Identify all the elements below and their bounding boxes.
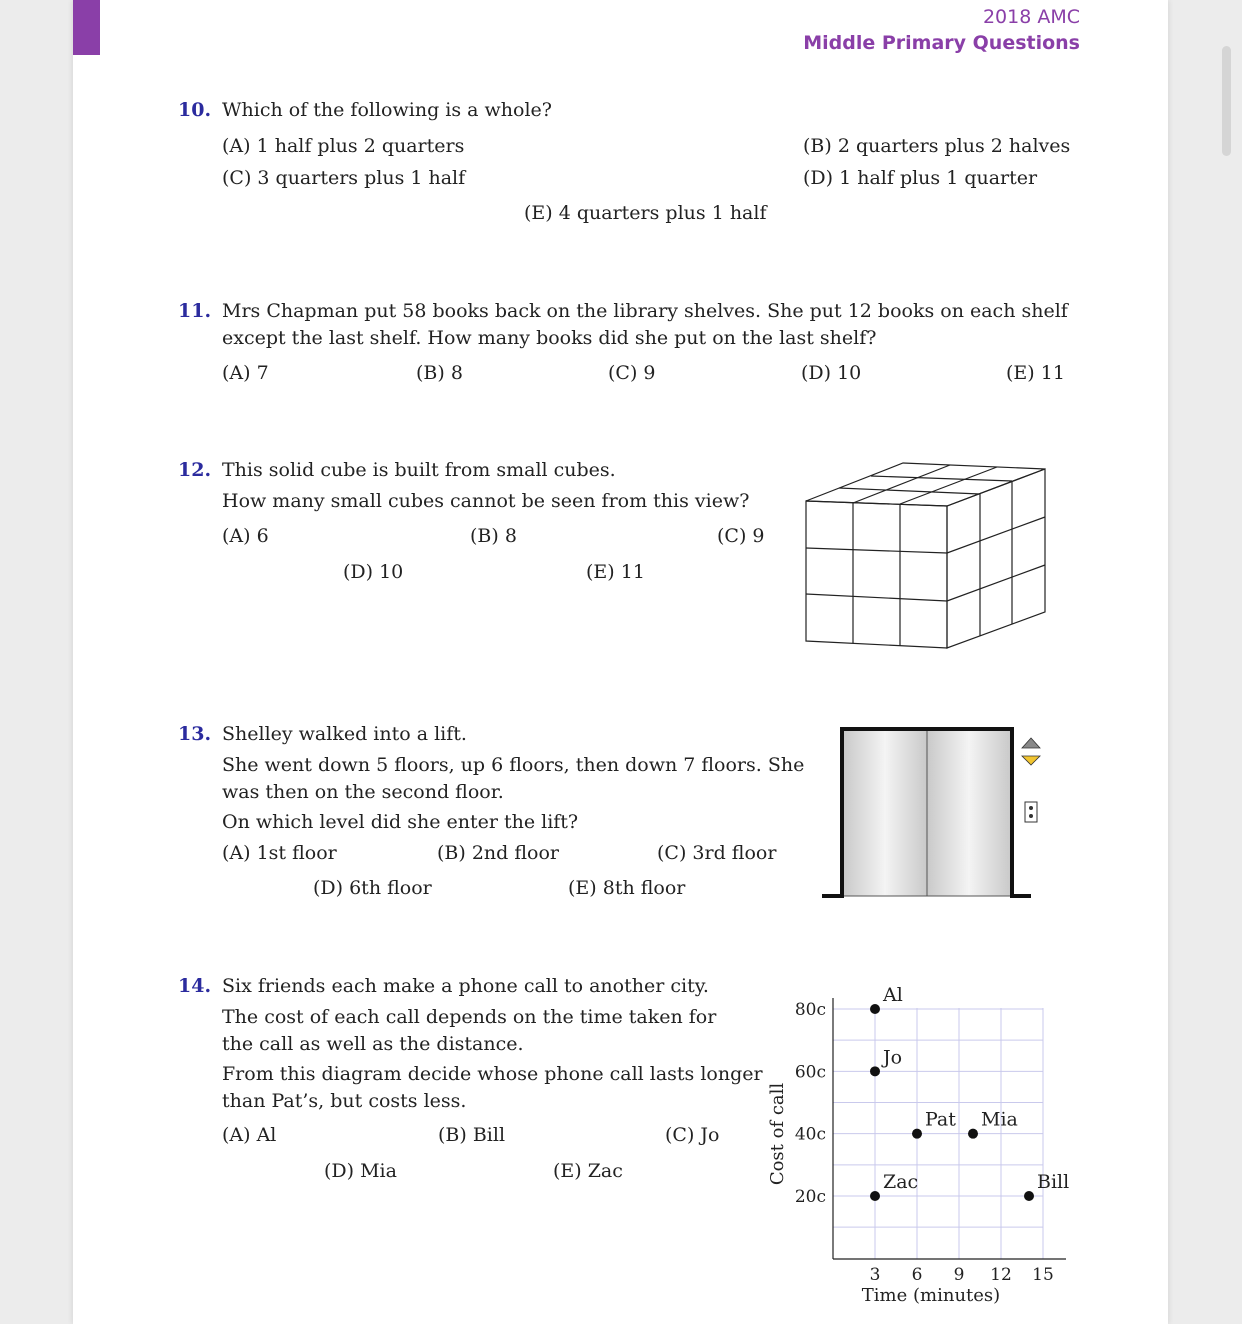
header-year: 2018 AMC <box>982 6 1080 28</box>
q14-option-e: (E) Zac <box>553 1160 623 1182</box>
x-tick-label: 3 <box>869 1265 881 1285</box>
q12-option-c: (C) 9 <box>717 525 765 547</box>
q11-option-a: (A) 7 <box>222 362 269 384</box>
data-point-label: Pat <box>925 1108 956 1131</box>
q11-number: 11. <box>178 300 212 322</box>
q14-option-b: (B) Bill <box>438 1124 506 1146</box>
q14-option-c: (C) Jo <box>665 1124 720 1146</box>
x-tick-label: 6 <box>911 1265 923 1285</box>
q12-stem-line2: How many small cubes cannot be seen from this view? <box>222 490 750 512</box>
y-axis-label: Cost of call <box>767 1082 788 1186</box>
data-point <box>1024 1191 1034 1201</box>
q11-option-d: (D) 10 <box>801 362 862 384</box>
data-point-label: Bill <box>1037 1171 1070 1193</box>
header-title: Middle Primary Questions <box>803 32 1080 54</box>
lift-door-right <box>927 730 1011 896</box>
x-tick-label: 12 <box>990 1265 1012 1285</box>
q10-option-c: (C) 3 quarters plus 1 half <box>222 167 466 189</box>
lift-down-arrow-icon <box>1022 756 1040 765</box>
lift-call-button-icon <box>1025 802 1037 822</box>
y-tick-label: 40c <box>794 1124 826 1145</box>
q11-option-e: (E) 11 <box>1006 362 1065 384</box>
q14-stem-line4: From this diagram decide whose phone call lasts longer <box>222 1063 763 1085</box>
x-axis-label: Time (minutes) <box>861 1285 1001 1306</box>
q14-stem-line1: Six friends each make a phone call to another city. <box>222 975 709 997</box>
q14-option-a: (A) Al <box>222 1124 277 1146</box>
y-tick-label: 60c <box>794 1062 826 1083</box>
q13-stem-line3: was then on the second floor. <box>222 781 504 803</box>
q10-option-b: (B) 2 quarters plus 2 halves <box>803 135 1071 157</box>
lift-diagram <box>815 722 1050 904</box>
q12-number: 12. <box>178 459 212 481</box>
data-point <box>870 1191 880 1201</box>
q13-option-e: (E) 8th floor <box>568 877 686 899</box>
q13-number: 13. <box>178 723 212 745</box>
data-point-label: Al <box>883 984 903 1006</box>
q13-option-b: (B) 2nd floor <box>437 842 559 864</box>
x-tick-label: 15 <box>1032 1265 1054 1285</box>
q14-stem-line3: the call as well as the distance. <box>222 1033 524 1055</box>
data-point-label: Zac <box>883 1171 919 1193</box>
phone-call-chart <box>760 980 1080 1310</box>
cube-diagram <box>800 458 1052 654</box>
y-tick-label: 20c <box>794 1187 826 1207</box>
q12-option-e: (E) 11 <box>586 561 645 583</box>
q14-stem-line2: The cost of each call depends on the time taken for <box>222 1006 717 1028</box>
q10-stem: Which of the following is a whole? <box>222 99 552 121</box>
q13-option-d: (D) 6th floor <box>313 877 432 899</box>
y-tick-label: 80c <box>794 1000 826 1020</box>
q10-option-e: (E) 4 quarters plus 1 half <box>524 202 767 224</box>
scrollbar-thumb[interactable] <box>1222 46 1231 156</box>
q10-number: 10. <box>178 99 212 121</box>
data-point <box>912 1129 922 1139</box>
q14-number: 14. <box>178 975 212 997</box>
q12-option-d: (D) 10 <box>343 561 404 583</box>
q13-option-c: (C) 3rd floor <box>657 842 777 864</box>
x-tick-label: 9 <box>953 1265 965 1285</box>
lift-up-arrow-icon <box>1022 738 1040 748</box>
q11-stem-line2: except the last shelf. How many books did she put on the last shelf? <box>222 327 877 349</box>
q11-option-b: (B) 8 <box>416 362 463 384</box>
q13-option-a: (A) 1st floor <box>222 842 337 864</box>
q12-stem-line1: This solid cube is built from small cubes. <box>222 459 616 481</box>
data-point <box>870 1066 880 1076</box>
q12-option-a: (A) 6 <box>222 525 269 547</box>
q14-stem-line5: than Pat’s, but costs less. <box>222 1090 467 1112</box>
data-point <box>968 1129 978 1139</box>
q13-stem-line1: Shelley walked into a lift. <box>222 723 467 745</box>
lift-door-left <box>843 730 927 896</box>
q14-option-d: (D) Mia <box>324 1160 397 1182</box>
data-point-label: Mia <box>981 1108 1018 1131</box>
data-point-label: Jo <box>883 1046 903 1069</box>
q10-option-d: (D) 1 half plus 1 quarter <box>803 167 1038 189</box>
data-point <box>870 1004 880 1014</box>
q10-option-a: (A) 1 half plus 2 quarters <box>222 135 465 157</box>
q13-stem-line4: On which level did she enter the lift? <box>222 811 579 833</box>
q13-stem-line2: She went down 5 floors, up 6 floors, then down 7 floors. She <box>222 754 805 776</box>
page-corner-tab <box>73 0 100 55</box>
q12-option-b: (B) 8 <box>470 525 517 547</box>
q11-option-c: (C) 9 <box>608 362 656 384</box>
q11-stem-line1: Mrs Chapman put 58 books back on the library shelves. She put 12 books on each shelf <box>222 300 1068 322</box>
